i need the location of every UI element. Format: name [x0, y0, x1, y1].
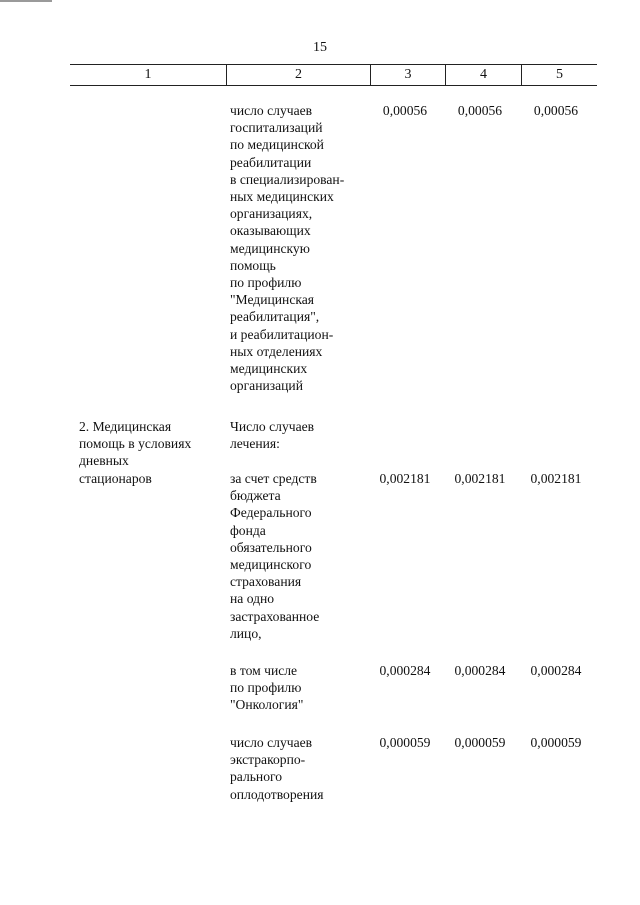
table-header-row [70, 64, 597, 86]
row-oncology-value-col4: 0,000284 [454, 663, 506, 678]
row-ffoms-value-col4: 0,002181 [454, 471, 506, 486]
column-header-3: 3 [370, 65, 445, 85]
page-number: 15 [313, 40, 327, 55]
column-header-2: 2 [226, 65, 370, 85]
row-oncology-value-col3: 0,000284 [379, 663, 431, 678]
row-ffoms-value-col3: 0,002181 [379, 471, 431, 486]
row-ffoms-value-col5: 0,002181 [530, 471, 582, 486]
column-header-4: 4 [445, 65, 521, 85]
row-rehab-value-col3: 0,00056 [382, 103, 428, 118]
column-header-1: 1 [144, 67, 152, 82]
row-ffoms-description: за счет средств бюджета Федерального фонда обязательного медицинского страхования на одно застрахованное лицо, [230, 471, 320, 641]
scan-corner-mark [0, 0, 52, 2]
section-day-hospital-title: 2. Медицинская помощь в условиях дневных стационаров [79, 419, 192, 486]
row-ivf-description: число случаев экстракорпо- рального оплодотворения [230, 735, 324, 802]
row-treatment-cases-label: Число случаев лечения: [230, 419, 315, 452]
row-ivf-value-col3: 0,000059 [379, 735, 431, 750]
row-rehab-value-col4: 0,00056 [457, 103, 503, 118]
row-ivf-value-col4: 0,000059 [454, 735, 506, 750]
row-rehab-description: число случаев госпитализаций по медицинской реабилитации в специализирован- ных медицинских организациях, оказывающих медицинскую помощь по профилю "Медицинская реабилитация", и реабилитацион- ных отделениях медицинских организаций [230, 103, 345, 394]
row-oncology-description: в том числе по профилю "Онкология" [230, 663, 304, 713]
row-oncology-value-col5: 0,000284 [530, 663, 582, 678]
row-ivf-value-col5: 0,000059 [530, 735, 582, 750]
row-rehab-value-col5: 0,00056 [533, 103, 579, 118]
column-header-5: 5 [521, 65, 597, 85]
